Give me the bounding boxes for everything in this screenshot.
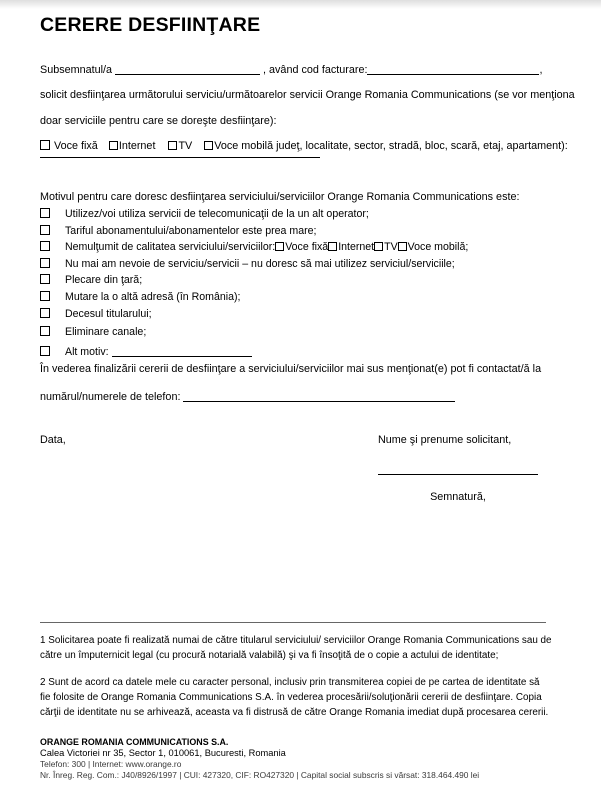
checkbox-voce-fixa[interactable] [40, 140, 50, 150]
reason-row-moving [40, 291, 468, 308]
service-address-fill-line[interactable] [40, 157, 320, 158]
reason-row-quality [40, 241, 468, 258]
checkbox-tv[interactable] [168, 141, 177, 150]
contact-line-1: În vederea finalizării cererii de desfiinţare a serviciului/serviciilor mai sus menţionat(e) pot fi contactat/ă la [40, 363, 542, 375]
intro-line-3: doar serviciile pentru care se doreşte desfiinţare): [40, 115, 277, 127]
service-option-label: Internet [118, 140, 156, 152]
company-name: ORANGE ROMANIA COMMUNICATIONS S.A. [40, 737, 229, 747]
company-address: Calea Victoriei nr 35, Sector 1, 010061, Bucuresti, Romania [40, 748, 286, 758]
company-info-block [40, 737, 479, 781]
intro-part3: , [539, 64, 543, 76]
company-registration-line: Nr. Înreg. Reg. Com.: J40/8926/1997 | CUI: 427320, CIF: RO427320 | Capital social subscris si vărsat: 318.464.490 lei [40, 770, 480, 780]
reason-label: Eliminare canale; [65, 326, 147, 339]
reason-label: Utilizez/voi utiliza servicii de telecomunicaţii de la un alt operator; [65, 208, 369, 220]
phone-fill-blank[interactable] [183, 390, 455, 402]
reason-row-price [40, 225, 468, 242]
checkbox-reason-quality[interactable] [40, 241, 50, 251]
checkbox-reason-moving[interactable] [40, 291, 50, 301]
reason-label: Alt motiv: [65, 345, 109, 358]
checkbox-internet[interactable] [109, 141, 118, 150]
reason-suboption-label: Voce mobilă [407, 241, 466, 254]
reason-row-deceased [40, 308, 468, 325]
reason-suboption-label: Internet [338, 241, 375, 254]
name-fill-blank[interactable] [115, 63, 260, 75]
intro-line-1 [40, 63, 542, 76]
reason-suffix: ; [465, 241, 469, 254]
reason-suboption-label: Voce fixă [285, 241, 329, 254]
reason-row-remove-channels [40, 326, 468, 343]
reason-row-no-need [40, 258, 468, 275]
phone-label: numărul/numerele de telefon: [40, 391, 181, 403]
checkbox-reason-other[interactable] [40, 346, 50, 356]
footnote-2: 2 Sunt de acord ca datele mele cu caracter personal, inclusiv prin transmiterea copiei de pe cartea de identitate să fie folosite de Orange Romania Communications S.A. în vederea procesării/soluţionării cererii de desfiinţare. Copia cărţii de identitate nu se arhivează, aceasta va fi distrusă de către Orange Romania imediat după procesarea cererii. [40, 677, 549, 718]
reason-label: Decesul titularului; [65, 307, 152, 320]
footnote-1: 1 Solicitarea poate fi realizată numai de către titularul serviciului/ serviciilor Orange Romania Communications sau de către un împuternicit legal (cu procură notarială valabilă) şi va fi însoţită de o copie a actului de identitate; [40, 635, 552, 661]
checkbox-reason-deceased[interactable] [40, 308, 50, 318]
service-option-label: TV [178, 140, 193, 152]
checkbox-quality-voce-fixa[interactable] [275, 242, 284, 251]
reason-label: Mutare la o altă adresă (în România); [65, 290, 241, 303]
reason-label: Nemulţumit de calitatea serviciului/serviciilor: [65, 241, 276, 254]
company-contact-line: Telefon: 300 | Internet: www.orange.ro [40, 759, 182, 769]
service-option-label: Voce fixă [54, 140, 98, 152]
checkbox-reason-no-need[interactable] [40, 258, 50, 268]
billing-code-fill-blank[interactable] [367, 63, 539, 75]
intro-part1: Subsemnatul/a [40, 64, 113, 76]
signature-label: Semnatură, [430, 491, 486, 503]
checkbox-quality-voce-mobila[interactable] [398, 242, 407, 251]
contact-line-2 [40, 390, 455, 403]
checkbox-quality-tv[interactable] [374, 242, 383, 251]
intro-line-2: solicit desfiinţarea următorului serviciu/următoarelor servicii Orange Romania Communications (se vor menţiona [40, 89, 575, 101]
reason-label: Nu mai am nevoie de serviciu/servicii – nu doresc să mai utilizez serviciul/serviciile; [65, 257, 455, 270]
reason-heading: Motivul pentru care doresc desfiinţarea serviciului/serviciilor Orange Romania Communications este: [40, 191, 520, 203]
reason-label: Tariful abonamentului/abonamentelor este prea mare; [65, 224, 317, 237]
checkbox-reason-price[interactable] [40, 225, 50, 235]
services-row [40, 140, 568, 152]
checkbox-reason-remove-channels[interactable] [40, 326, 50, 336]
reason-label: Plecare din ţară; [65, 274, 143, 287]
checkbox-voce-mobila[interactable] [204, 141, 213, 150]
checkbox-reason-leaving-country[interactable] [40, 274, 50, 284]
date-label: Data, [40, 434, 66, 446]
applicant-name-label: Nume şi prenume solicitant, [378, 434, 512, 446]
other-reason-fill-blank[interactable] [112, 345, 252, 357]
checkbox-reason-other-operator[interactable] [40, 208, 50, 218]
service-option-label: Voce mobilă [214, 140, 274, 152]
applicant-name-fill-line[interactable] [378, 474, 538, 475]
page-top-shadow [0, 0, 601, 9]
page-title: CERERE DESFIINŢARE [40, 14, 261, 36]
checkbox-quality-internet[interactable] [328, 242, 337, 251]
reason-suboption-label: TV [384, 241, 398, 254]
address-fields-label: judeţ, localitate, sector, stradă, bloc, scară, etaj, apartament): [276, 140, 568, 152]
reasons-list [40, 208, 468, 361]
reason-row-leaving-country [40, 274, 468, 291]
footnote-divider [40, 622, 546, 623]
reason-row-other [40, 345, 468, 362]
intro-part2: , având cod facturare: [263, 64, 368, 76]
reason-row-other-operator [40, 208, 468, 225]
